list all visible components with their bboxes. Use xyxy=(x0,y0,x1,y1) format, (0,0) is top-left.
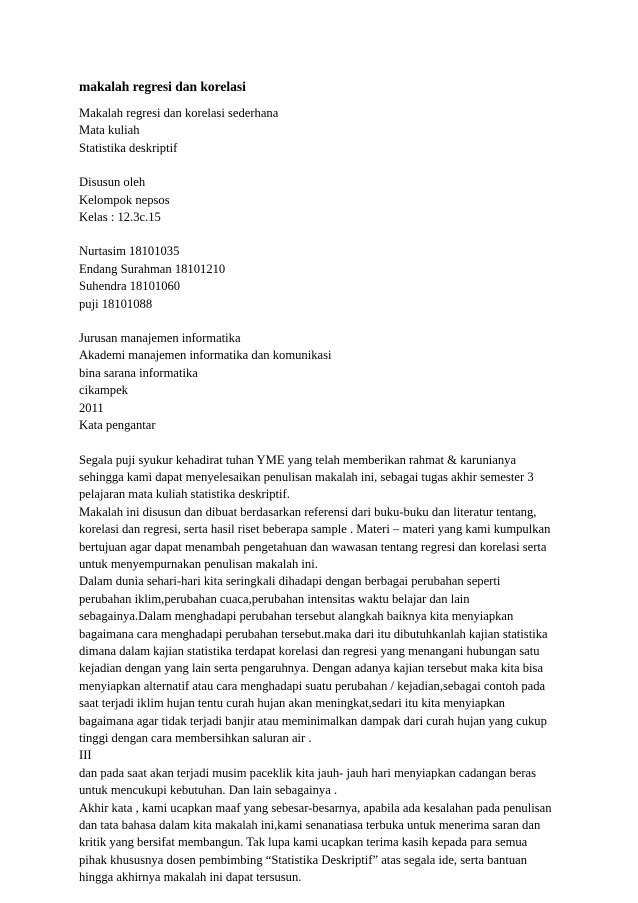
member-line: puji 18101088 xyxy=(79,296,153,311)
body-line: bertujuan agar dapat menambah pengetahuan dan wawasan tentang regresi dan korelasi serta xyxy=(79,539,547,554)
document-page xyxy=(79,78,569,887)
institution-line: bina sarana informatika xyxy=(79,365,198,380)
body-line: perubahan iklim,perubahan cuaca,perubahan intensitas waktu belajar dan lain xyxy=(79,591,470,606)
body-line: untuk mencukupi kebutuhan. Dan lain sebagainya . xyxy=(79,783,338,798)
author-line: Kelompok nepsos xyxy=(79,192,170,207)
body-line: Dalam dunia sehari-hari kita seringkali dihadapi dengan berbagai perubahan seperti xyxy=(79,574,501,589)
body-line: menyiapkan alternatif atau cara menghadapi suatu perubahan / kejadian,sebagai contoh pada xyxy=(79,678,546,693)
body-line: pihak khususnya dosen pembimbing “Statistika Deskriptif” atas segala ide, serta bantuan xyxy=(79,852,528,867)
body-line: sebagainya.Dalam menghadapi perubahan tersebut alangkah baiknya kita menyiapkan xyxy=(79,609,514,624)
body-line: dan tata bahasa dalam kita makalah ini,kami senanatiasa terbuka untuk menerima saran dan xyxy=(79,818,541,833)
body-line: Makalah ini disusun dan dibuat berdasarkan referensi dari buku-buku dan literatur tentang, xyxy=(79,504,537,519)
body-line: tinggi dengan cara membersihkan saluran air . xyxy=(79,731,312,745)
header-line: Mata kuliah xyxy=(79,123,140,138)
section-heading-kata-pengantar: Kata pengantar xyxy=(79,418,156,433)
header-line: Makalah regresi dan korelasi sederhana xyxy=(79,106,279,120)
body-line: sehingga kami dapat menyelesaikan penulisan makalah ini, sebagai tugas akhir semester 3 xyxy=(79,469,534,484)
author-block xyxy=(79,174,569,226)
institution-block xyxy=(79,330,569,434)
body-line: pelajaran mata kuliah statistika deskriptif. xyxy=(79,487,290,502)
institution-line: 2011 xyxy=(79,400,104,415)
header-block xyxy=(79,105,569,157)
body-line: Akhir kata , kami ucapkan maaf yang sebesar-besarnya, apabila ada kesalahan pada penulisan xyxy=(79,800,552,815)
body-line: bagaimana agar tidak terjadi banjir atau meminimalkan dampak dari curah hujan yang cukup xyxy=(79,713,547,728)
member-line: Nurtasim 18101035 xyxy=(79,244,180,259)
section-marker-iii: III xyxy=(79,748,92,763)
body-line: bagaimana cara menghadapi perubahan tersebut.maka dari itu dibutuhkanlah kajian statistika xyxy=(79,626,548,641)
body-line: hingga akhirnya makalah ini dapat tersusun. xyxy=(79,870,302,885)
document-title: makalah regresi dan korelasi xyxy=(79,79,246,94)
author-line: Kelas : 12.3c.15 xyxy=(79,210,161,225)
body-line: untuk menyempurnakan penulisan makalah ini. xyxy=(79,556,318,571)
member-line: Suhendra 18101060 xyxy=(79,279,181,294)
header-line: Statistika deskriptif xyxy=(79,140,178,155)
institution-line: Jurusan manajemen informatika xyxy=(79,331,241,346)
body-line: kritik yang bersifat membangun. Tak lupa kami ucapkan terima kasih kepada para semua xyxy=(79,835,528,850)
institution-line: cikampek xyxy=(79,383,128,398)
body-line: dan pada saat akan terjadi musim paceklik kita jauh- jauh hari menyiapkan cadangan beras xyxy=(79,765,537,780)
body-line: saat terjadi iklim hujan tentu curah hujan akan meningkat,sedari itu kita menyiapkan xyxy=(79,696,505,711)
body-line: Segala puji syukur kehadirat tuhan YME yang telah memberikan rahmat & karunianya xyxy=(79,452,517,467)
body-line: korelasi dan regresi, serta hasil riset beberapa sample . Materi – materi yang kami kumpulkan xyxy=(79,522,551,537)
body-text xyxy=(79,452,569,887)
author-line: Disusun oleh xyxy=(79,175,146,190)
member-line: Endang Surahman 18101210 xyxy=(79,261,226,276)
body-line: dimana dalam kajian statistika terdapat korelasi dan regresi yang menangani hubungan satu xyxy=(79,643,540,658)
body-line: kejadian dengan yang lain serta pengaruhnya. Dengan adanya kajian tersebut maka kita bisa xyxy=(79,661,544,676)
members-block xyxy=(79,243,569,313)
institution-line: Akademi manajemen informatika dan komunikasi xyxy=(79,348,332,363)
